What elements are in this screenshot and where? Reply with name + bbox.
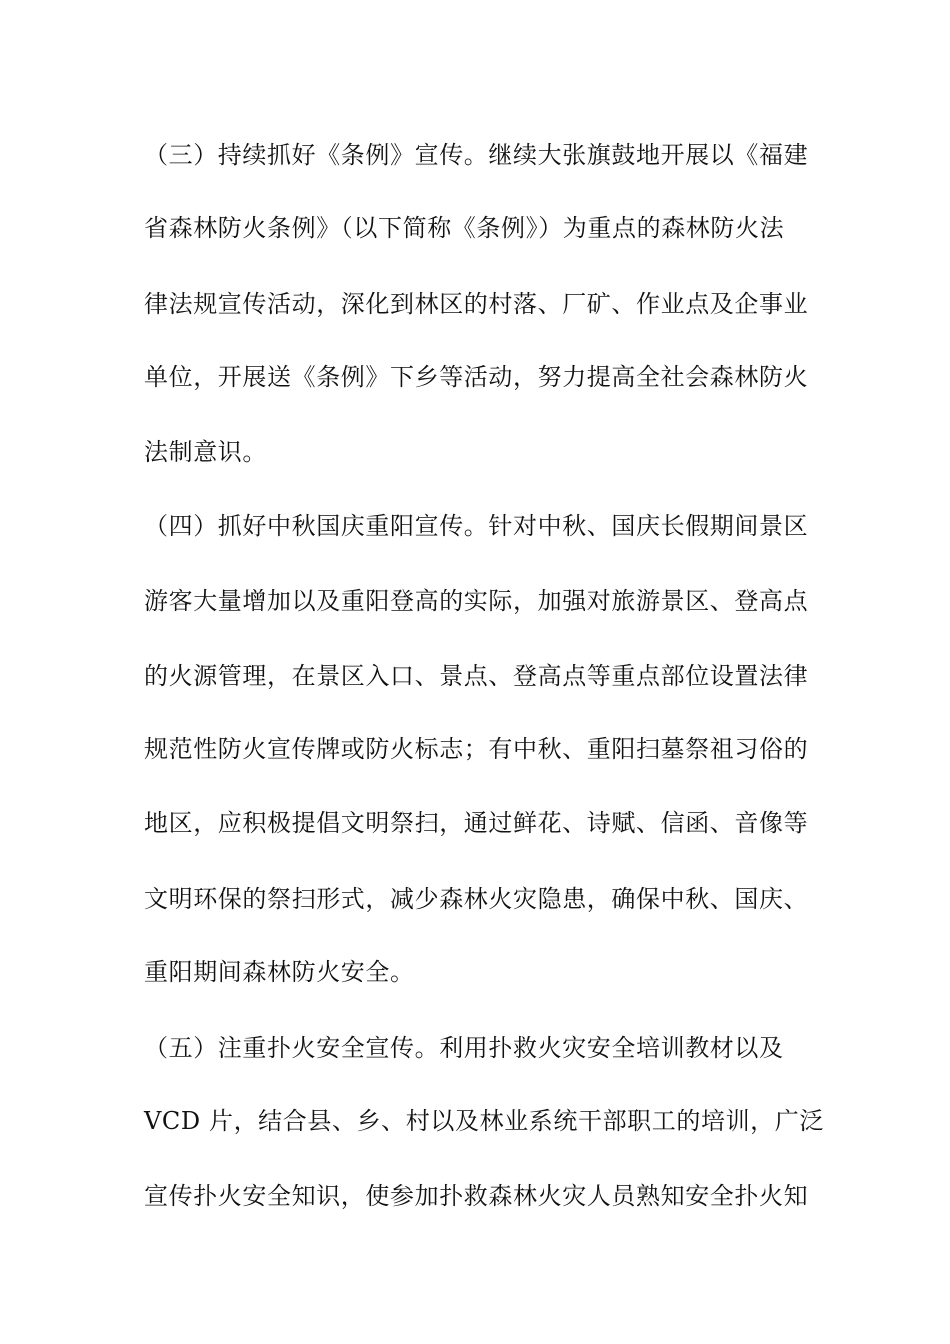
text-line: 地区，应积极提倡文明祭扫，通过鲜花、诗赋、信函、音像等 [144,809,809,837]
text-line: 游客大量增加以及重阳登高的实际，加强对旅游景区、登高点 [144,587,809,615]
text-line: 文明环保的祭扫形式，减少森林火灾隐患，确保中秋、国庆、 [144,885,809,913]
text-line: VCD 片，结合县、乡、村以及林业系统干部职工的培训，广泛 [144,1107,824,1135]
text-line: 宣传扑火安全知识，使参加扑救森林火灾人员熟知安全扑火知 [144,1182,809,1210]
text-line: 重阳期间森林防火安全。 [144,958,415,986]
text-line: （四）抓好中秋国庆重阳宣传。针对中秋、国庆长假期间景区 [144,512,809,540]
text-line: 的火源管理，在景区入口、景点、登高点等重点部位设置法律 [144,662,809,690]
text-line: 单位，开展送《条例》下乡等活动，努力提高全社会森林防火 [144,363,809,391]
text-line: 律法规宣传活动，深化到林区的村落、厂矿、作业点及企事业 [144,290,809,318]
text-line: 法制意识。 [144,438,267,466]
text-line: 省森林防火条例》（以下简称《条例》）为重点的森林防火法 [144,214,785,242]
text-line: 规范性防火宣传牌或防火标志；有中秋、重阳扫墓祭祖习俗的 [144,735,809,763]
text-line: （三）持续抓好《条例》宣传。继续大张旗鼓地开展以《福建 [144,141,809,169]
text-line: （五）注重扑火安全宣传。利用扑救火灾安全培训教材以及 [144,1034,784,1062]
